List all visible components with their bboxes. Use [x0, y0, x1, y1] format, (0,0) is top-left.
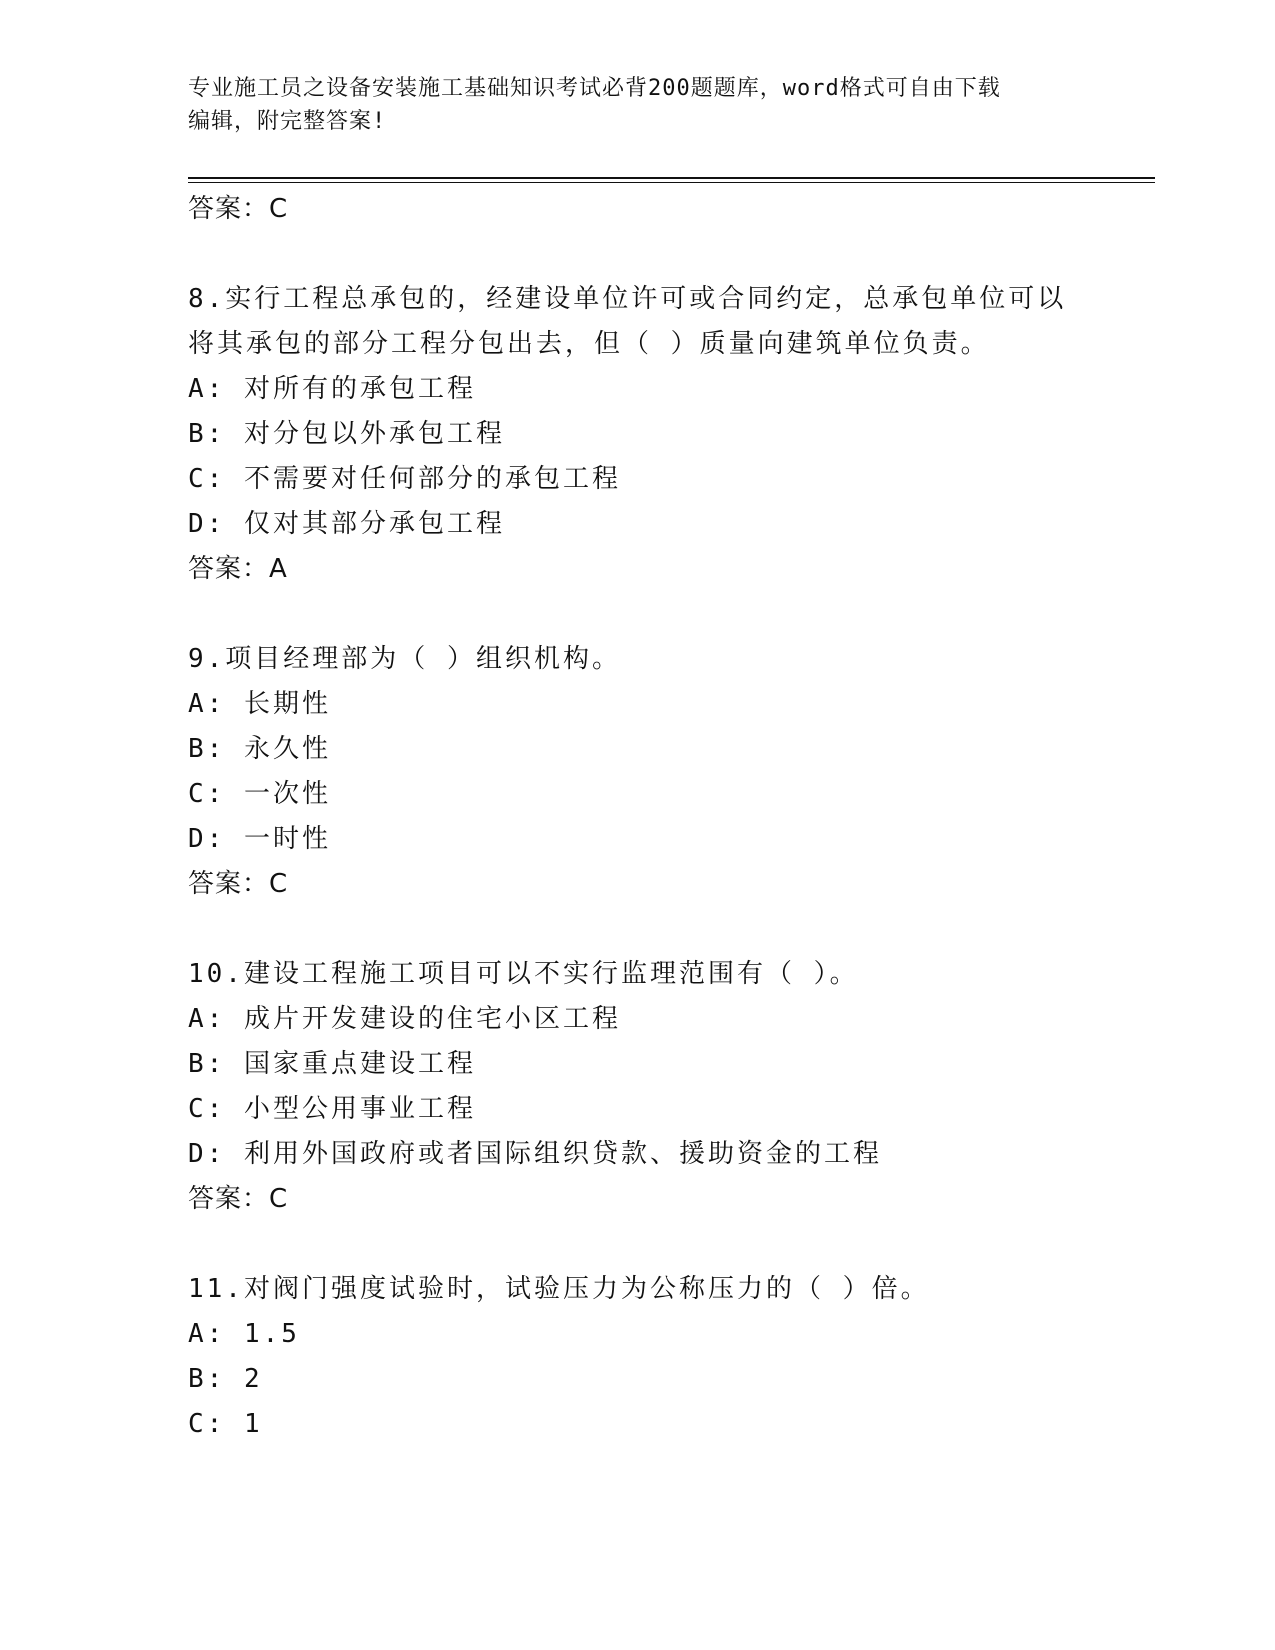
- question-9-answer: 答案：C: [188, 869, 289, 899]
- question-9-option-c: C: 一次性: [188, 779, 331, 809]
- question-10-line-1: 10.建设工程施工项目可以不实行监理范围有（ ）。: [188, 959, 859, 989]
- question-8-option-a: A: 对所有的承包工程: [188, 374, 476, 404]
- question-10-option-a: A: 成片开发建设的住宅小区工程: [188, 1004, 621, 1034]
- question-8-option-c: C: 不需要对任何部分的承包工程: [188, 464, 621, 494]
- header-rule-thick: [188, 177, 1155, 179]
- question-8-line-2: 将其承包的部分工程分包出去，但（ ）质量向建筑单位负责。: [188, 329, 990, 359]
- question-8-answer: 答案：A: [188, 554, 288, 584]
- header-line-1: 专业施工员之设备安装施工基础知识考试必背200题题库，word格式可自由下载: [188, 76, 1001, 101]
- question-8-option-d: D: 仅对其部分承包工程: [188, 509, 505, 539]
- document-header: [188, 72, 1068, 138]
- question-10-option-c: C: 小型公用事业工程: [188, 1094, 476, 1124]
- question-11-option-a: A: 1.5: [188, 1319, 300, 1349]
- question-11-option-c: C: 1: [188, 1409, 263, 1439]
- question-8-option-b: B: 对分包以外承包工程: [188, 419, 505, 449]
- question-10-answer: 答案：C: [188, 1184, 289, 1214]
- question-11-option-b: B: 2: [188, 1364, 263, 1394]
- answer-previous: 答案：C: [188, 194, 289, 224]
- question-9-option-b: B: 永久性: [188, 734, 331, 764]
- header-rule-thin: [188, 182, 1155, 183]
- question-9-option-a: A: 长期性: [188, 689, 331, 719]
- question-10-option-d: D: 利用外国政府或者国际组织贷款、援助资金的工程: [188, 1139, 882, 1169]
- question-9-option-d: D: 一时性: [188, 824, 331, 854]
- header-line-2: 编辑，附完整答案!: [188, 109, 387, 134]
- question-11-line-1: 11.对阀门强度试验时，试验压力为公称压力的（ ）倍。: [188, 1274, 930, 1304]
- question-10-option-b: B: 国家重点建设工程: [188, 1049, 476, 1079]
- question-8-line-1: 8.实行工程总承包的，经建设单位许可或合同约定，总承包单位可以: [188, 284, 1067, 314]
- question-9-line-1: 9.项目经理部为（ ）组织机构。: [188, 644, 621, 674]
